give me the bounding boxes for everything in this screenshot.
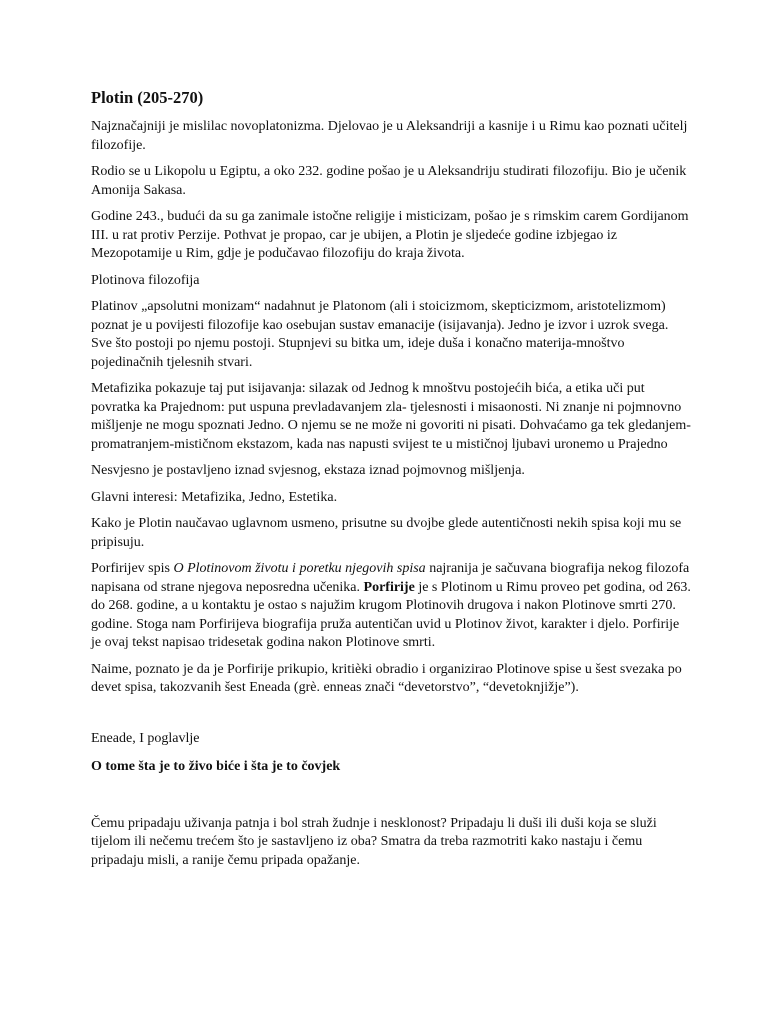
document-title: Plotin (205-270) — [91, 88, 204, 107]
section-heading-philosophy: Plotinova filozofija — [91, 272, 200, 288]
paragraph-war: Godine 243., budući da su ga zanimale istočne religije i misticizam, pošao je s rimskim carem Gordijanom III. u rat protiv Perzije. Pothvat je propao, car je ubijen, a Plotin je sljedeće godine izbjegao iz Mezopotamije u Rim, gdje je podučavao filozofiju do kraja života. — [91, 209, 689, 261]
paragraph-interests: Glavni interesi: Metafizika, Jedno, Estetika. — [91, 489, 338, 505]
chapter-label: Eneade, I poglavlje — [91, 730, 200, 746]
porphyry-text-1: Porfirijev spis — [91, 561, 174, 576]
paragraph-intro: Najznačajniji je mislilac novoplatonizma. Djelovao je u Aleksandriji a kasnije i u Rimu kao poznati učitelj filozofije. — [91, 119, 688, 153]
paragraph-questions: Čemu pripadaju uživanja patnja i bol strah žudnje i nesklonost? Pripadaju li duši ili duši koja se služi tijelom ili nečemu trećem što je sastavljeno iz oba? Smatra da treba razmotriti kako nastaju i čemu pripadaju misli, a ranije čemu pripada opažanje. — [91, 815, 657, 868]
chapter-title: O tome šta je to živo biće i šta je to čovjek — [91, 759, 341, 774]
document-page — [91, 88, 691, 878]
paragraph-monism: Platinov „apsolutni monizam“ nadahnut je Platonom (ali i stoicizmom, skepticizmom, aristotelizmom) poznat je u povijesti filozofije kao osebujan sustav emanacije (isijavanja). Jedno je izvor i uzrok svega. Sve što postoji po njemu postoji. Stupnjevi su bitka um, ideje duša i konačno materija-mnoštvo pojedinačnih tjelesnih stvari. — [91, 299, 669, 370]
porphyry-name: Porfirije — [363, 579, 415, 595]
paragraph-porphyry — [91, 560, 691, 653]
paragraph-metaphysics: Metafizika pokazuje taj put isijavanja: silazak od Jednog k mnoštvu postojećih bića, a etika uči put povratka ka Prajednom: put uspuna prevladavanjem zla- tjelesnosti i misaonosti. Ni znanje ni pojmnovno mišljenje ne mogu spoznati Jedno. O njemu se ne može ni govoriti ni pisati. Dohvaćamo ga tek gledanjem-promatranjem-mističnom ekstazom, kada nas napusti svijest te u mističnoj ljubavi uronemo u Prajedno — [91, 381, 691, 452]
porphyry-work-title: O Plotinovom životu i poretku njegovih spisa — [173, 561, 426, 576]
paragraph-authenticity: Kako je Plotin naučavao uglavnom usmeno, prisutne su dvojbe glede autentičnosti nekih spisa koji mu se pripisuju. — [91, 516, 682, 550]
paragraph-birth: Rodio se u Likopolu u Egiptu, a oko 232. godine pošao je u Aleksandriju studirati filozofiju. Bio je učenik Amonija Sakasa. — [91, 164, 687, 198]
paragraph-unconscious: Nesvjesno je postavljeno iznad svjesnog, ekstaza iznad pojmovnog mišljenja. — [91, 463, 525, 478]
paragraph-enneads: Naime, poznato je da je Porfirije prikupio, kritièki obradio i organizirao Plotinove spise u šest svezaka po devet spisa, takozvanih šest Eneada (grè. enneas znači “devetorstvo”, “devetoknjižje”). — [91, 661, 682, 695]
porphyry-text-2: najranija je sačuvana biografija nekog filozofa napisana od strane njegova neposredna učenika. — [91, 561, 690, 595]
porphyry-text-3: je s Plotinom u Rimu proveo pet godina, od 263. do 268. godine, a u kontaktu je ostao s najužim krugom Plotinovih drugova i nakon Plotinove smrti 270. godine. Stoga nam Porfirijeva biografija pruža autentičan uvid u Plotinov život, karakter i djelo. Porfirije je ovaj tekst napisao tridesetak godina nakon Plotinove smrti. — [91, 579, 691, 650]
